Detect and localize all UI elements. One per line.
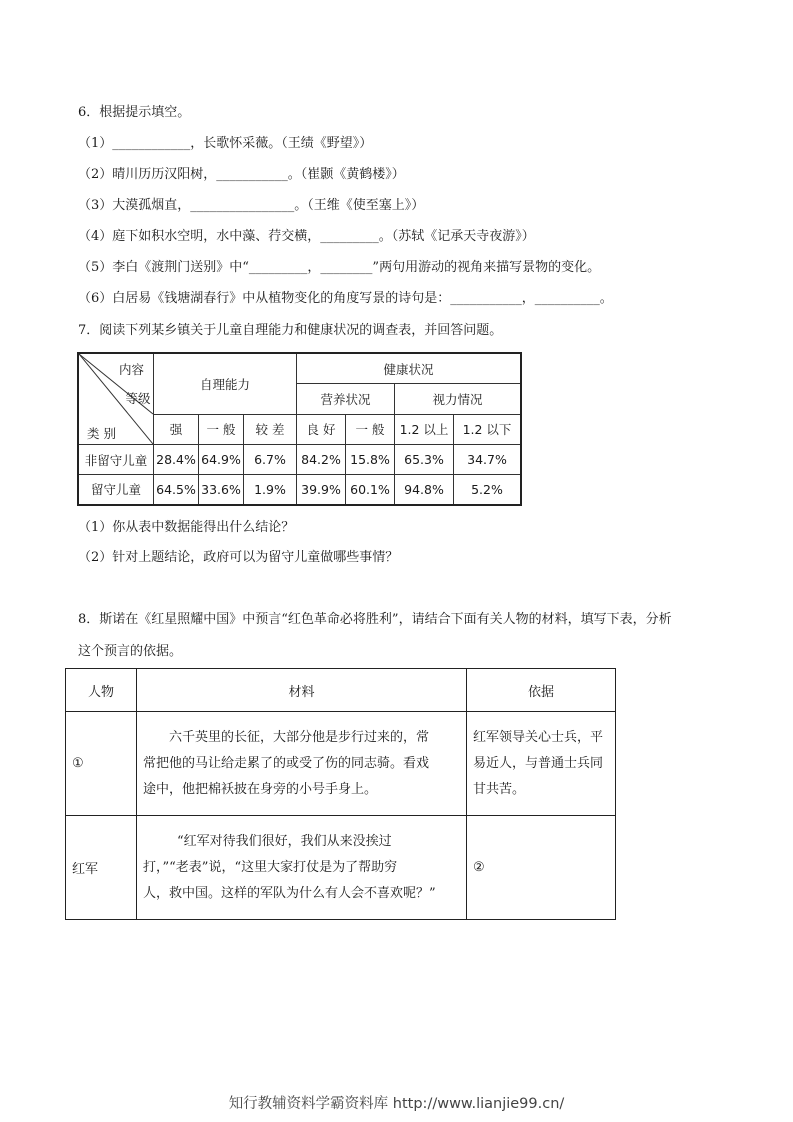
table-cell: 28.4% xyxy=(154,445,199,475)
table-row xyxy=(66,712,616,816)
row-material xyxy=(137,816,467,920)
table-cell: 64.9% xyxy=(199,445,244,475)
row-label: 留守儿童 xyxy=(78,475,154,505)
basis-line: 甘共苦。 xyxy=(473,781,526,797)
diag-category-label: 类 别 xyxy=(87,426,116,441)
row-label: 非留守儿童 xyxy=(78,445,154,475)
q6-item-6: （6）白居易《钱塘湖春行》中从植物变化的角度写景的诗句是：___________，__________。 xyxy=(78,291,613,306)
table-cell: 60.1% xyxy=(346,475,395,505)
table-cell: 1.9% xyxy=(244,475,297,505)
table-cell: 34.7% xyxy=(454,445,522,475)
table-cell: 84.2% xyxy=(297,445,346,475)
subheader-strong: 强 xyxy=(154,414,199,445)
header-basis: 依据 xyxy=(467,669,616,712)
material-line: 人，救中国。这样的军队为什么有人会不喜欢呢？” xyxy=(143,885,436,901)
q6-item-4: （4）庭下如积水空明，水中藻、荇交横，_________。（苏轼《记承天寺夜游》） xyxy=(78,229,535,244)
subheader-normal: 一 般 xyxy=(346,414,395,445)
q6-item-3: （3）大漠孤烟直，________________。（王维《使至塞上》） xyxy=(78,198,425,213)
table-cell: 65.3% xyxy=(395,445,454,475)
table-cell: 39.9% xyxy=(297,475,346,505)
q7-question-2: （2）针对上题结论，政府可以为留守儿童做哪些事情？ xyxy=(78,550,399,565)
material-line: 打，”“老表”说，“这里大家打仗是为了帮助穷 xyxy=(143,859,398,875)
subheader-below: 1.2 以下 xyxy=(454,414,522,445)
vision-header: 视力情况 xyxy=(395,384,522,415)
material-line: 途中，他把棉袄披在身旁的小号手身上。 xyxy=(143,781,378,797)
table-cell: 5.2% xyxy=(454,475,522,505)
q6-item-2: （2）晴川历历汉阳树，___________。（崔颢《黄鹤楼》） xyxy=(78,167,405,182)
table-row xyxy=(78,475,521,505)
subheader-good: 良 好 xyxy=(297,414,346,445)
q8-title-line-2: 这个预言的依据。 xyxy=(78,644,183,659)
health-header: 健康状况 xyxy=(297,353,522,384)
q6-title: 6．根据提示填空。 xyxy=(78,105,191,120)
header-material: 材料 xyxy=(137,669,467,712)
row-person: ① xyxy=(66,712,137,816)
table-cell: 15.8% xyxy=(346,445,395,475)
table-row xyxy=(66,816,616,920)
self-care-header: 自理能力 xyxy=(154,353,297,414)
survey-table xyxy=(77,352,522,506)
row-person: 红军 xyxy=(66,816,137,920)
diagonal-header-cell xyxy=(78,353,154,445)
table-cell: 33.6% xyxy=(199,475,244,505)
subheader-above: 1.2 以上 xyxy=(395,414,454,445)
table-cell: 94.8% xyxy=(395,475,454,505)
q7-title: 7．阅读下列某乡镇关于儿童自理能力和健康状况的调查表，并回答问题。 xyxy=(78,323,503,338)
basis-line: 红军领导关心士兵，平 xyxy=(473,729,604,745)
row-basis xyxy=(467,816,616,920)
header-person: 人物 xyxy=(66,669,137,712)
row-material xyxy=(137,712,467,816)
material-line: 六千英里的长征，大部分他是步行过来的，常 xyxy=(169,729,430,745)
nutrition-header: 营养状况 xyxy=(297,384,395,415)
table-cell: 64.5% xyxy=(154,475,199,505)
q8-title-line-1: 8．斯诺在《红星照耀中国》中预言“红色革命必将胜利”，请结合下面有关人物的材料，填写下表，分析 xyxy=(78,612,672,627)
diag-level-label: 等级 xyxy=(125,391,151,406)
material-line: “红军对待我们很好，我们从来没挨过 xyxy=(177,833,392,849)
material-line: 常把他的马让给走累了的或受了伤的同志骑。看戏 xyxy=(143,755,430,771)
q6-item-1: （1）____________，长歌怀采薇。（王绩《野望》） xyxy=(78,136,373,151)
q6-item-5: （5）李白《渡荆门送别》中“_________，________”两句用游动的视角来描写景物的变化。 xyxy=(78,260,601,275)
evidence-table xyxy=(65,668,616,920)
diag-content-label: 内容 xyxy=(119,362,145,377)
table-row xyxy=(78,445,521,475)
footer-watermark: 知行教辅资料学霸资料库 http://www.lianjie99.cn/ xyxy=(228,1096,565,1112)
row-basis xyxy=(467,712,616,816)
table-cell: 6.7% xyxy=(244,445,297,475)
basis-line: 易近人，与普通士兵同 xyxy=(473,755,604,771)
basis-line: ② xyxy=(473,859,485,875)
subheader-average: 一 般 xyxy=(199,414,244,445)
q7-question-1: （1）你从表中数据能得出什么结论？ xyxy=(78,520,295,535)
subheader-poor: 较 差 xyxy=(244,414,297,445)
